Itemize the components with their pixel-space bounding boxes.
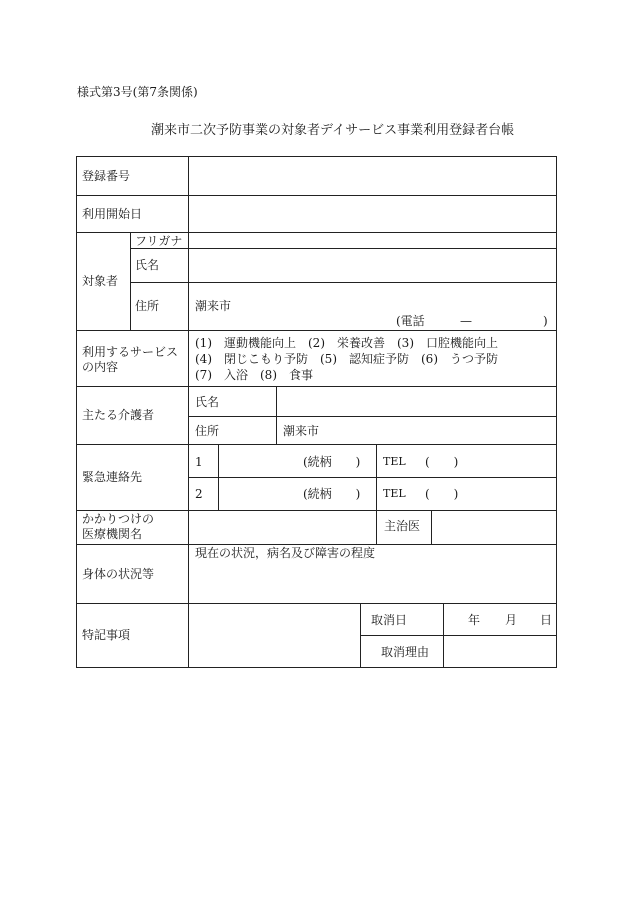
cancel-year-label: 年 [468,613,481,627]
services-label-line1: 利用するサービス [82,345,179,359]
registration-number-label: 登録番号 [82,169,131,183]
emergency-contact-relation[interactable]: (続柄 ) [303,487,361,501]
services-option-line2[interactable]: (4) 閉じこもり予防 (5) 認知症予防 (6) うつ予防 [195,352,498,366]
cancel-reason-field[interactable] [444,636,556,667]
subject-name-field[interactable] [189,249,556,282]
services-label-line2: の内容 [82,360,119,374]
furigana-field[interactable] [189,233,556,248]
emergency-contact-tel-field[interactable]: ( ) [425,487,459,501]
subject-phone-open: (電話 [396,314,425,328]
emergency-contact-tel-label: TEL [383,455,406,468]
subject-address-value: 潮来市 [195,299,232,313]
form-title: 潮来市二次予防事業の対象者デイサービス事業利用登録者台帳 [151,123,515,138]
cancel-month-label: 月 [505,613,518,627]
subject-phone-close: ) [543,314,548,328]
clinic-label-line2: 医療機関名 [82,527,143,541]
caregiver-name-label: 氏名 [195,395,220,409]
cancel-day-label: 日 [540,613,553,627]
subject-phone-dash: — [460,314,472,328]
caregiver-address-label: 住所 [195,424,220,438]
emergency-contact-no: 2 [195,487,203,501]
health-label: 身体の状況等 [82,567,155,581]
caregiver-label: 主たる介護者 [82,408,155,422]
registration-number-field[interactable] [189,157,556,195]
form-number: 様式第3号(第7条関係) [77,85,198,99]
clinic-name-field[interactable] [189,511,376,544]
emergency-label: 緊急連絡先 [82,470,143,484]
emergency-contact-no: 1 [195,455,203,469]
caregiver-address-value: 潮来市 [283,424,320,438]
caregiver-name-field[interactable] [277,387,556,416]
start-date-field[interactable] [189,196,556,232]
clinic-label-line1: かかりつけの [82,512,155,526]
start-date-label: 利用開始日 [82,207,143,221]
subject-name-label: 氏名 [135,258,160,272]
health-field[interactable] [189,562,556,603]
services-option-line1[interactable]: (1) 運動機能向上 (2) 栄養改善 (3) 口腔機能向上 [195,336,498,350]
subject-address-label: 住所 [135,299,160,313]
remarks-label: 特記事項 [82,628,131,642]
cancel-reason-label: 取消理由 [381,645,430,659]
health-note: 現在の状況，病名及び障害の程度 [195,546,376,560]
cancel-date-label: 取消日 [371,613,408,627]
subject-label: 対象者 [82,274,119,288]
services-option-line3[interactable]: (7) 入浴 (8) 食事 [195,368,313,382]
emergency-contact-tel-field[interactable]: ( ) [425,455,459,469]
primary-doctor-label: 主治医 [384,519,421,533]
emergency-contact-tel-label: TEL [383,487,406,500]
remarks-field[interactable] [189,604,360,667]
emergency-contact-relation[interactable]: (続柄 ) [303,455,361,469]
furigana-label: フリガナ [135,234,183,248]
primary-doctor-field[interactable] [432,511,556,544]
